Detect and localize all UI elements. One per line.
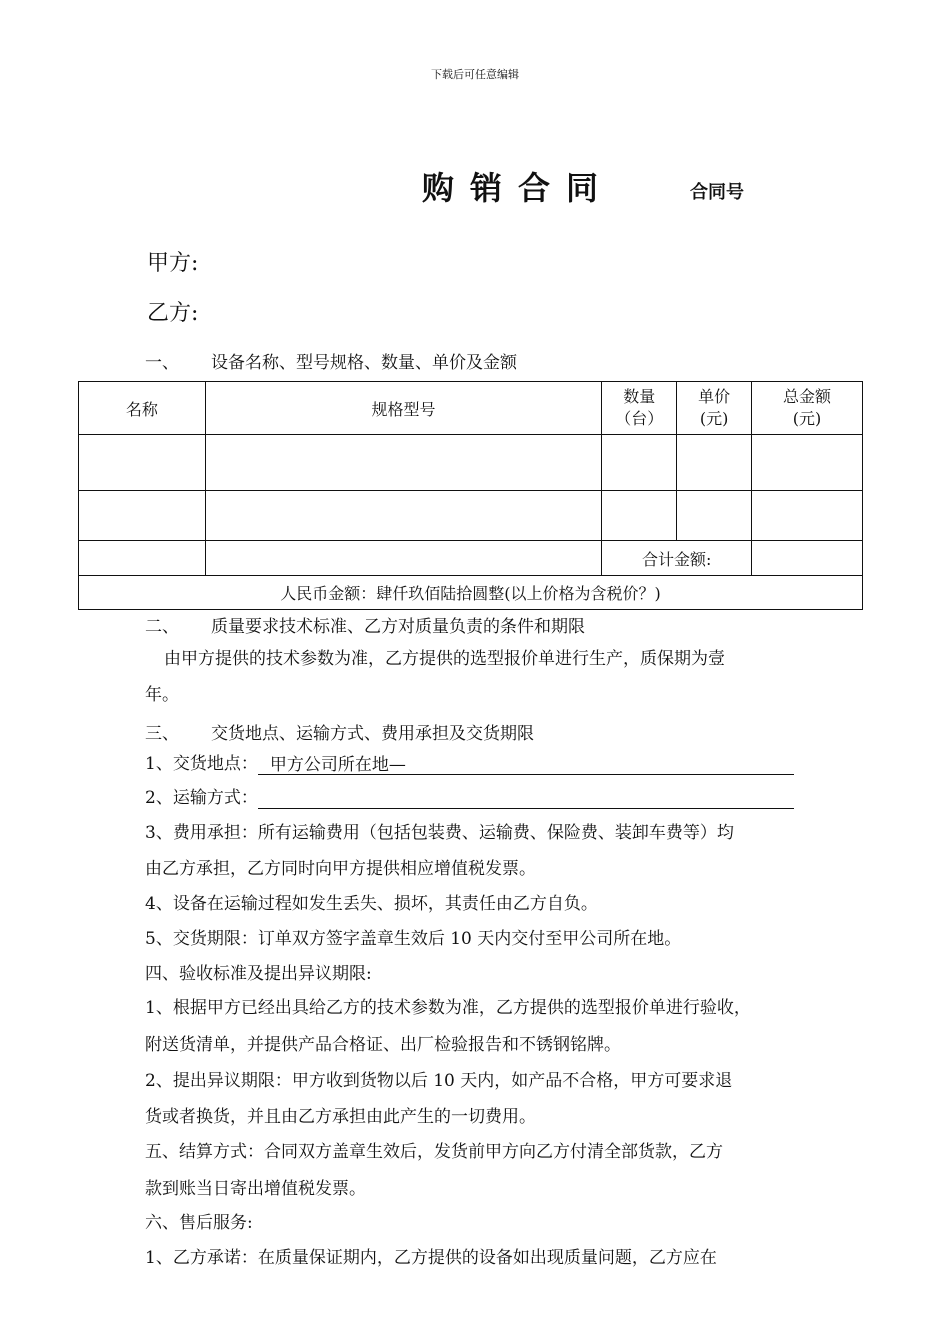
table-row <box>79 491 863 541</box>
header-spec: 规格型号 <box>205 382 601 435</box>
paragraph: 款到账当日寄出增值税发票。 <box>145 1179 366 1199</box>
header-quantity: 数量 （台） <box>602 382 677 435</box>
section-number: 一、 <box>145 353 179 373</box>
paragraph: 附送货清单，并提供产品合格证、出厂检验报告和不锈钢铭牌。 <box>145 1035 621 1055</box>
subtotal-value[interactable] <box>752 541 863 576</box>
document-title: 购销合同 <box>422 169 615 207</box>
delivery-place-label: 1、交货地点： <box>145 754 258 774</box>
delivery-place-field[interactable]: 甲方公司所在地— <box>258 755 794 775</box>
party-a-label: 甲方: <box>147 251 199 276</box>
paragraph: 5、交货期限：订单双方签字盖章生效后 10 天内交付至甲公司所在地。 <box>145 929 682 949</box>
contract-number-label: 合同号 <box>690 182 744 203</box>
section-3-heading <box>145 719 534 744</box>
section-title: 交货地点、运输方式、费用承担及交货期限 <box>211 724 534 744</box>
transport-line <box>145 787 794 809</box>
subtotal-row <box>79 541 863 576</box>
header-name: 名称 <box>79 382 206 435</box>
paragraph: 由甲方提供的技术参数为准，乙方提供的选型报价单进行生产，质保期为壹 <box>164 649 725 669</box>
transport-label: 2、运输方式： <box>145 788 258 808</box>
table-cell[interactable] <box>79 491 206 541</box>
paragraph: 2、提出异议期限：甲方收到货物以后 10 天内，如产品不合格，甲方可要求退 <box>145 1071 733 1091</box>
table-cell[interactable] <box>677 435 752 491</box>
section-number: 二、 <box>145 617 179 637</box>
section-4-heading: 四、验收标准及提出异议期限: <box>145 964 372 984</box>
paragraph: 货或者换货，并且由乙方承担由此产生的一切费用。 <box>145 1107 536 1127</box>
header-note: 下载后可任意编辑 <box>431 68 519 81</box>
subtotal-label: 合计金额: <box>602 541 752 576</box>
header-unit-price: 单价 (元) <box>677 382 752 435</box>
section-title: 设备名称、型号规格、数量、单价及金额 <box>211 353 517 373</box>
table-cell[interactable] <box>205 541 601 576</box>
delivery-place-line <box>145 753 794 775</box>
paragraph: 4、设备在运输过程如发生丢失、损坏，其责任由乙方自负。 <box>145 894 598 914</box>
items-table <box>78 381 863 610</box>
rmb-amount-row <box>79 576 863 610</box>
paragraph: 五、结算方式：合同双方盖章生效后，发货前甲方向乙方付清全部货款，乙方 <box>145 1142 723 1162</box>
section-2-heading <box>145 612 585 637</box>
table-cell[interactable] <box>602 435 677 491</box>
rmb-amount: 人民币金额：肆仟玖佰陆拾圆整(以上价格为含税价？) <box>79 576 863 610</box>
paragraph: 由乙方承担，乙方同时向甲方提供相应增值税发票。 <box>145 859 536 879</box>
section-6-heading: 六、售后服务: <box>145 1213 253 1233</box>
section-1-heading <box>145 348 517 373</box>
table-cell[interactable] <box>752 491 863 541</box>
table-cell[interactable] <box>205 491 601 541</box>
paragraph: 年。 <box>145 685 179 705</box>
table-cell[interactable] <box>752 435 863 491</box>
table-cell[interactable] <box>79 435 206 491</box>
party-b-label: 乙方: <box>147 301 199 326</box>
table-cell[interactable] <box>79 541 206 576</box>
header-total: 总金额 (元) <box>752 382 863 435</box>
paragraph: 1、根据甲方已经出具给乙方的技术参数为准，乙方提供的选型报价单进行验收， <box>145 998 751 1018</box>
paragraph: 1、乙方承诺：在质量保证期内，乙方提供的设备如出现质量问题，乙方应在 <box>145 1248 717 1268</box>
table-header-row <box>79 382 863 435</box>
table-cell[interactable] <box>205 435 601 491</box>
table-cell[interactable] <box>677 491 752 541</box>
section-number: 三、 <box>145 724 179 744</box>
transport-field[interactable] <box>258 788 794 809</box>
table-cell[interactable] <box>602 491 677 541</box>
table-row <box>79 435 863 491</box>
section-title: 质量要求技术标准、乙方对质量负责的条件和期限 <box>211 617 585 637</box>
paragraph: 3、费用承担：所有运输费用（包括包装费、运输费、保险费、装卸车费等）均 <box>145 823 734 843</box>
